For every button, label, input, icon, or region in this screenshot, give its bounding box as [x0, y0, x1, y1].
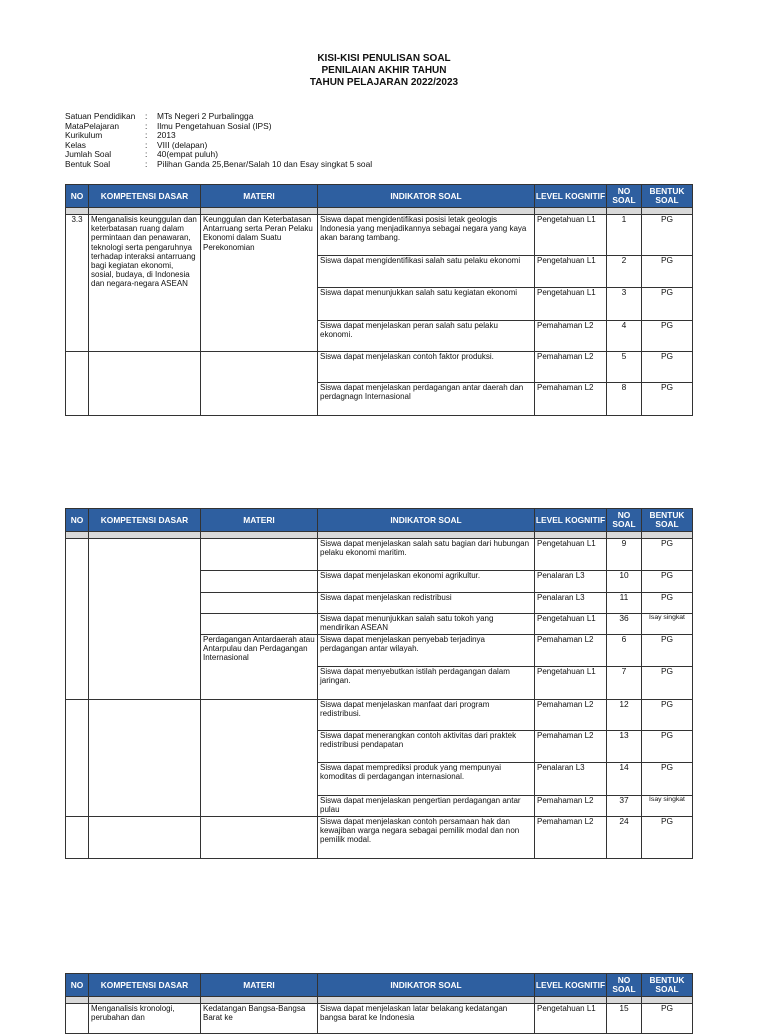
indikator-cell: Siswa dapat menjelaskan redistribusi [318, 593, 535, 614]
meta-value: Ilmu Pengetahuan Sosial (IPS) [157, 120, 272, 131]
bentuk-cell: PG [642, 731, 693, 763]
no-soal-cell: 37 [607, 796, 642, 817]
level-cell: Pemahaman L2 [535, 321, 607, 352]
level-cell: Pemahaman L2 [535, 352, 607, 383]
indikator-cell: Siswa dapat menjelaskan pengertian perdagangan antar pulau [318, 796, 535, 817]
materi-text: Perdagangan Antardaerah atau Antarpulau dan Perdagangan Internasional [201, 635, 318, 700]
header-materi: MATERI [201, 185, 318, 208]
title-line-2: PENILAIAN AKHIR TAHUN [321, 65, 447, 76]
no-soal-cell: 7 [607, 667, 642, 700]
title-line-1: KISI-KISI PENULISAN SOAL [317, 53, 451, 64]
meta-row: Kelas : VIII (delapan) [65, 139, 208, 150]
bentuk-cell: PG [642, 593, 693, 614]
header-no: NO [66, 509, 89, 532]
table-header-row [66, 509, 693, 532]
header-indikator-soal: INDIKATOR SOAL [318, 185, 535, 208]
kd-text: Menganalisis kronologi, perubahan dan [89, 1004, 201, 1034]
table-row [66, 539, 693, 571]
no-soal-cell: 4 [607, 321, 642, 352]
header-kompetensi-dasar: KOMPETENSI DASAR [89, 509, 201, 532]
bentuk-cell: PG [642, 700, 693, 731]
indikator-cell: Siswa dapat menjelaskan contoh faktor produksi. [318, 352, 535, 383]
bentuk-cell: PG [642, 1004, 693, 1034]
no-soal-cell: 11 [607, 593, 642, 614]
table-row [66, 817, 693, 859]
level-cell: Pemahaman L2 [535, 796, 607, 817]
indikator-cell: Siswa dapat menyebutkan istilah perdagangan dalam jaringan. [318, 667, 535, 700]
table-header-row [66, 974, 693, 997]
bentuk-cell: PG [642, 215, 693, 256]
meta-label: Bentuk Soal [65, 158, 111, 169]
meta-value: MTs Negeri 2 Purbalingga [157, 111, 254, 121]
meta-row: Bentuk Soal : Pilihan Ganda 25,Benar/Salah 10 dan Esay singkat 5 soal [65, 158, 373, 169]
indikator-cell: Siswa dapat menjelaskan manfaat dari program redistribusi. [318, 700, 535, 731]
bentuk-cell: PG [642, 763, 693, 796]
kd-text: Menganalisis keunggulan dan keterbatasan ruang dalam permintaan dan penawaran, teknologi serta pengaruhnya terhadap interaksi antarruang bagi kegiatan ekonomi, sosial, budaya, di Indonesia dan negara-negara ASEAN [89, 215, 201, 352]
no-soal-cell: 5 [607, 352, 642, 383]
document-title [0, 53, 768, 89]
indikator-cell: Siswa dapat mengidentifikasi salah satu pelaku ekonomi [318, 256, 535, 288]
table-row [66, 215, 693, 256]
kisi-table-3 [65, 973, 693, 1034]
meta-value: 40(empat puluh) [157, 149, 218, 160]
no-soal-cell: 8 [607, 383, 642, 416]
no-soal-cell: 6 [607, 635, 642, 667]
indikator-cell: Siswa dapat menjelaskan latar belakang kedatangan bangsa barat ke Indonesia [318, 1004, 535, 1034]
header-bentuk-soal: BENTUK SOAL [642, 185, 693, 208]
indikator-cell: Siswa dapat memprediksi produk yang mempunyai komoditas di perdagangan internasional. [318, 763, 535, 796]
no-soal-cell: 12 [607, 700, 642, 731]
meta-value: 2013 [157, 130, 176, 141]
meta-label: Kelas [65, 139, 86, 150]
meta-row: MataPelajaran : Ilmu Pengetahuan Sosial (IPS) [65, 120, 272, 131]
level-cell: Pemahaman L2 [535, 817, 607, 859]
table-row [66, 352, 693, 383]
bentuk-cell: Isay singkat [642, 614, 693, 635]
header-bentuk-soal: BENTUK SOAL [642, 974, 693, 997]
meta-label: Satuan Pendidikan [65, 111, 136, 121]
header-no-soal: NO SOAL [607, 185, 642, 208]
header-indikator-soal: INDIKATOR SOAL [318, 509, 535, 532]
indikator-cell: Siswa dapat menunjukkan salah satu tokoh yang mendirikan ASEAN [318, 614, 535, 635]
bentuk-cell: PG [642, 571, 693, 593]
bentuk-cell: PG [642, 288, 693, 321]
no-soal-cell: 2 [607, 256, 642, 288]
no-soal-cell: 1 [607, 215, 642, 256]
indikator-cell: Siswa dapat menerangkan contoh aktivitas dari praktek redistribusi pendapatan [318, 731, 535, 763]
bentuk-cell: PG [642, 635, 693, 667]
indikator-cell: Siswa dapat menunjukkan salah satu kegiatan ekonomi [318, 288, 535, 321]
level-cell: Pengetahuan L1 [535, 1004, 607, 1034]
meta-label: Kurikulum [65, 130, 103, 141]
materi-text: Keunggulan dan Keterbatasan Antarruang serta Peran Pelaku Ekonomi dalam Suatu Perekonomian [201, 215, 318, 352]
no-soal-cell: 3 [607, 288, 642, 321]
level-cell: Pengetahuan L1 [535, 614, 607, 635]
no-soal-cell: 24 [607, 817, 642, 859]
header-kompetensi-dasar: KOMPETENSI DASAR [89, 185, 201, 208]
level-cell: Pengetahuan L1 [535, 215, 607, 256]
document-meta [65, 112, 372, 170]
bentuk-cell: PG [642, 321, 693, 352]
level-cell: Pemahaman L2 [535, 700, 607, 731]
level-cell: Pengetahuan L1 [535, 256, 607, 288]
header-materi: MATERI [201, 974, 318, 997]
kisi-table-2 [65, 508, 693, 859]
header-level-kognitif: LEVEL KOGNITIF [535, 509, 607, 532]
table-header-row [66, 185, 693, 208]
bentuk-cell: PG [642, 817, 693, 859]
header-level-kognitif: LEVEL KOGNITIF [535, 974, 607, 997]
no-soal-cell: 15 [607, 1004, 642, 1034]
indikator-cell: Siswa dapat mengidentifikasi posisi letak geologis Indonesia yang menjadikannya sebagai negara yang kaya akan barang tambang. [318, 215, 535, 256]
indikator-cell: Siswa dapat menjelaskan salah satu bagian dari hubungan pelaku ekonomi maritim. [318, 539, 535, 571]
bentuk-cell: PG [642, 539, 693, 571]
indikator-cell: Siswa dapat menjelaskan penyebab terjadinya perdagangan antar wilayah. [318, 635, 535, 667]
indikator-cell: Siswa dapat menjelaskan perdagangan antar daerah dan perdagnagn Internasional [318, 383, 535, 416]
meta-row: Satuan Pendidikan : MTs Negeri 2 Purbalingga [65, 111, 254, 121]
table-row [66, 1004, 693, 1034]
kd-number: 3.3 [66, 215, 89, 352]
kisi-table-1 [65, 184, 693, 416]
no-soal-cell: 36 [607, 614, 642, 635]
header-level-kognitif: LEVEL KOGNITIF [535, 185, 607, 208]
no-soal-cell: 10 [607, 571, 642, 593]
level-cell: Penalaran L3 [535, 763, 607, 796]
header-bentuk-soal: BENTUK SOAL [642, 509, 693, 532]
level-cell: Pemahaman L2 [535, 731, 607, 763]
header-no: NO [66, 185, 89, 208]
meta-row: Kurikulum : 2013 [65, 130, 176, 141]
bentuk-cell: Isay singkat [642, 796, 693, 817]
level-cell: Pengetahuan L1 [535, 288, 607, 321]
bentuk-cell: PG [642, 256, 693, 288]
level-cell: Pengetahuan L1 [535, 667, 607, 700]
meta-label: Jumlah Soal [65, 149, 112, 160]
bentuk-cell: PG [642, 383, 693, 416]
no-soal-cell: 9 [607, 539, 642, 571]
header-no-soal: NO SOAL [607, 509, 642, 532]
meta-row: Jumlah Soal : 40(empat puluh) [65, 149, 218, 160]
level-cell: Pengetahuan L1 [535, 539, 607, 571]
indikator-cell: Siswa dapat menjelaskan peran salah satu pelaku ekonomi. [318, 321, 535, 352]
indikator-cell: Siswa dapat menjelaskan ekonomi agrikultur. [318, 571, 535, 593]
header-no: NO [66, 974, 89, 997]
indikator-cell: Siswa dapat menjelaskan contoh persamaan hak dan kewajiban warga negara sebagai pemilik modal dan non pemilik modal. [318, 817, 535, 859]
header-materi: MATERI [201, 509, 318, 532]
meta-label: MataPelajaran [65, 120, 120, 131]
level-cell: Penalaran L3 [535, 571, 607, 593]
bentuk-cell: PG [642, 352, 693, 383]
meta-value: VIII (delapan) [157, 139, 208, 150]
meta-value: Pilihan Ganda 25,Benar/Salah 10 dan Esay singkat 5 soal [157, 158, 373, 169]
header-indikator-soal: INDIKATOR SOAL [318, 974, 535, 997]
no-soal-cell: 14 [607, 763, 642, 796]
table-row [66, 700, 693, 731]
header-kompetensi-dasar: KOMPETENSI DASAR [89, 974, 201, 997]
level-cell: Pemahaman L2 [535, 635, 607, 667]
header-no-soal: NO SOAL [607, 974, 642, 997]
materi-text: Kedatangan Bangsa-Bangsa Barat ke [201, 1004, 318, 1034]
level-cell: Penalaran L3 [535, 593, 607, 614]
bentuk-cell: PG [642, 667, 693, 700]
level-cell: Pemahaman L2 [535, 383, 607, 416]
no-soal-cell: 13 [607, 731, 642, 763]
title-line-3: TAHUN PELAJARAN 2022/2023 [309, 77, 459, 88]
